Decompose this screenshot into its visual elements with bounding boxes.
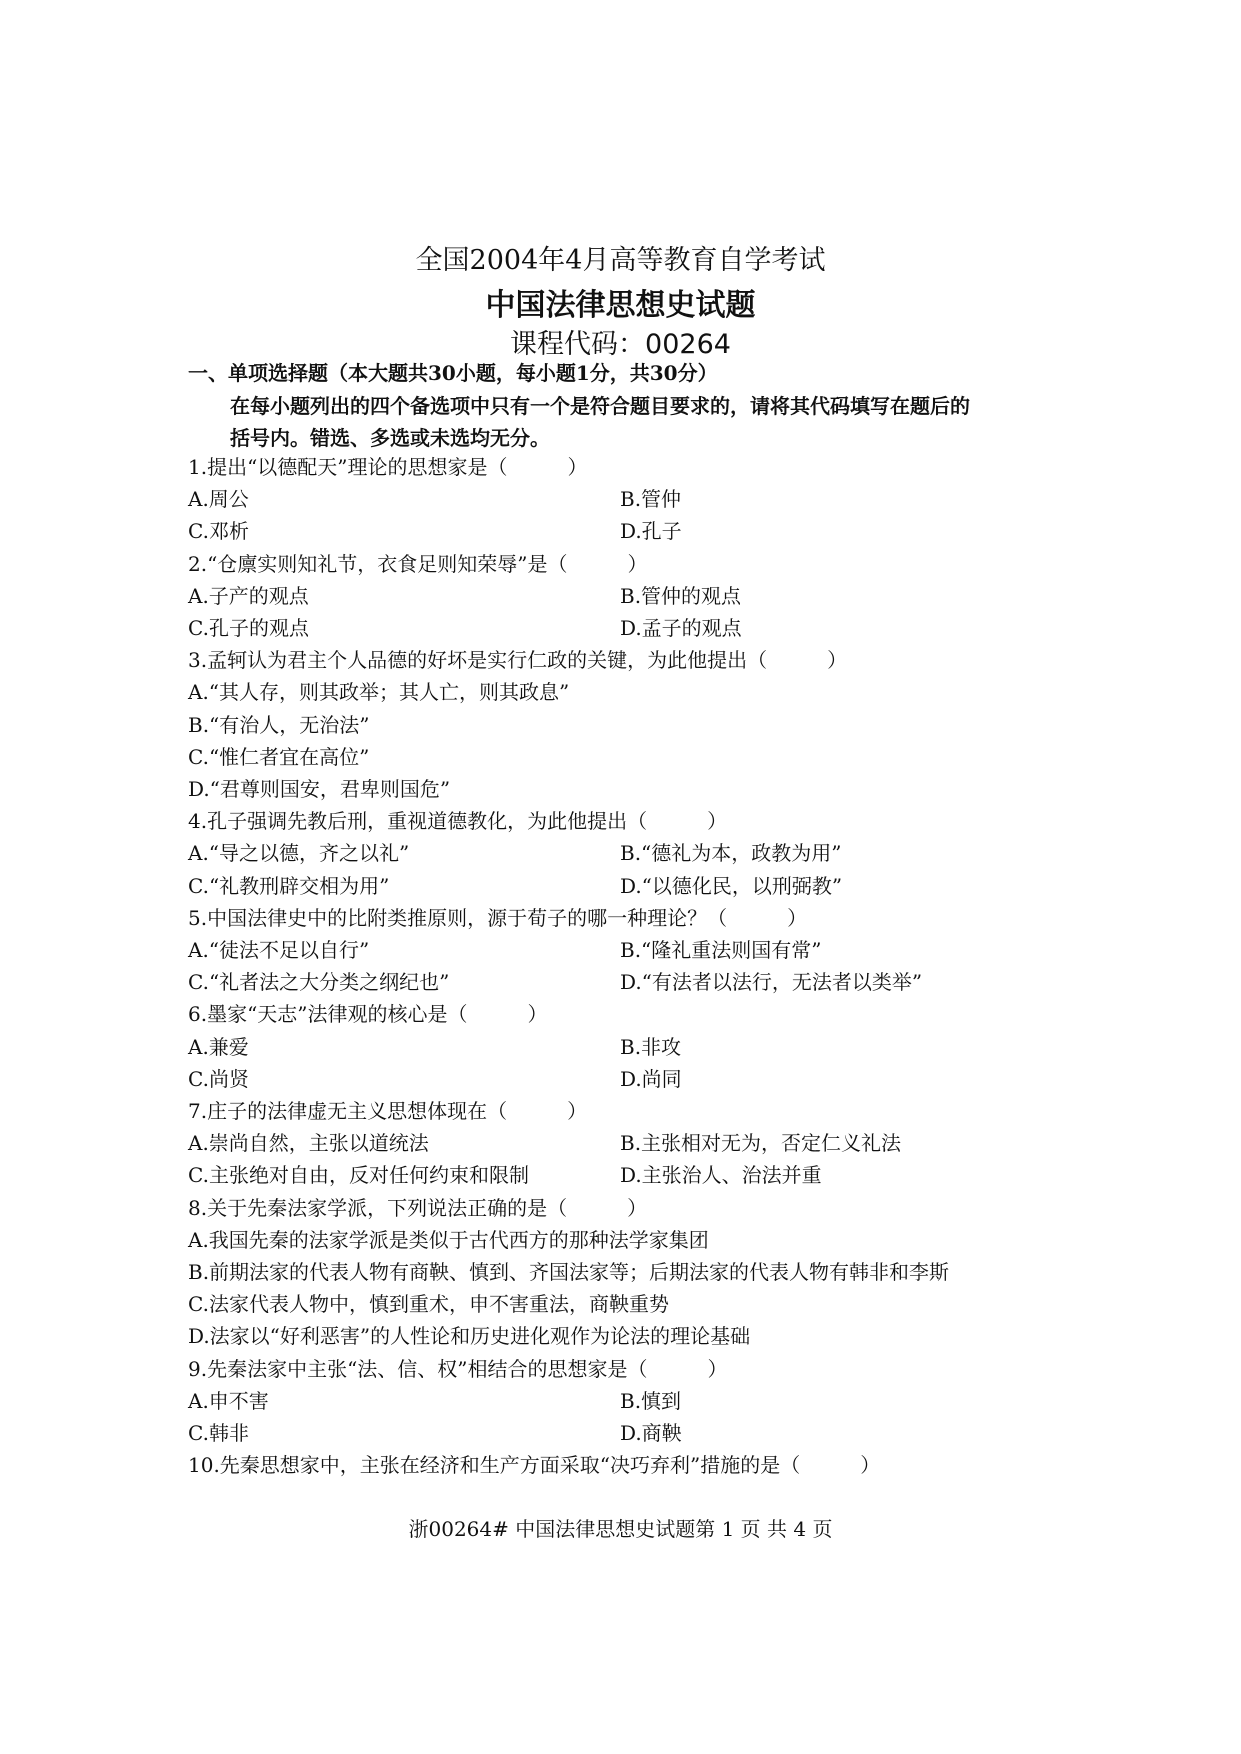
subject-title: 中国法律思想史试题 — [485, 288, 756, 323]
section-heading: 一、单项选择题（本大题共30小题，每小题1分，共30分） — [188, 361, 718, 385]
question-stem: 7.庄子的法律虚无主义思想体现在（ ） — [188, 1099, 588, 1123]
page-footer: 浙00264# 中国法律思想史试题第 1 页 共 4 页 — [408, 1517, 833, 1541]
question-option: A.申不害 — [188, 1388, 269, 1413]
question-stem: 5.中国法律史中的比附类推原则，源于荀子的哪一种理论？（ ） — [188, 905, 808, 930]
question-stem: 8.关于先秦法家学派，下列说法正确的是（ ） — [188, 1195, 648, 1220]
section-instruction-line: 括号内。错选、多选或未选均无分。 — [230, 426, 550, 450]
question-option: B.前期法家的代表人物有商鞅、慎到、齐国法家等；后期法家的代表人物有韩非和李斯 — [188, 1260, 950, 1284]
question-option: B.“隆礼重法则国有常” — [620, 938, 822, 962]
question-option: B.“德礼为本，政教为用” — [620, 841, 842, 866]
question-option: D.法家以“好利恶害”的人性论和历史进化观作为论法的理论基础 — [188, 1324, 751, 1349]
question-option: C.“惟仁者宜在高位” — [188, 744, 370, 769]
question-stem: 10.先秦思想家中，主张在经济和生产方面采取“决巧弃利”措施的是（ ） — [188, 1453, 881, 1478]
question-stem: 3.孟轲认为君主个人品德的好坏是实行仁政的关键，为此他提出（ ） — [188, 648, 848, 673]
question-stem: 9.先秦法家中主张“法、信、权”相结合的思想家是（ ） — [188, 1356, 728, 1381]
exam-title: 全国2004年4月高等教育自学考试 — [415, 245, 826, 276]
question-option: D.孔子 — [620, 519, 682, 544]
question-option: A.“其人存，则其政举；其人亡，则其政息” — [188, 680, 570, 705]
question-option: D.尚同 — [620, 1066, 682, 1091]
question-option: A.周公 — [188, 487, 249, 512]
course-code: 课程代码：00264 — [510, 329, 731, 360]
question-option: D.“君尊则国安，君卑则国危” — [188, 777, 451, 801]
question-stem: 6.墨家“天志”法律观的核心是（ ） — [188, 1002, 548, 1027]
question-option: B.管仲的观点 — [620, 583, 742, 608]
question-option: D.孟子的观点 — [620, 616, 742, 640]
question-option: A.子产的观点 — [188, 583, 309, 608]
question-option: B.主张相对无为，否定仁义礼法 — [620, 1131, 902, 1156]
section-instruction-line: 在每小题列出的四个备选项中只有一个是符合题目要求的，请将其代码填写在题后的 — [230, 394, 970, 418]
question-option: B.非攻 — [620, 1034, 682, 1059]
question-option: D.商鞅 — [620, 1421, 682, 1445]
question-stem: 1.提出“以德配天”理论的思想家是（ ） — [188, 455, 588, 479]
question-option: A.兼爱 — [188, 1034, 249, 1059]
question-option: B.慎到 — [620, 1388, 682, 1413]
question-option: C.孔子的观点 — [188, 616, 309, 640]
question-option: A.“徒法不足以自行” — [188, 938, 370, 962]
question-option: C.韩非 — [188, 1421, 249, 1445]
question-option: A.我国先秦的法家学派是类似于古代西方的那种法学家集团 — [188, 1227, 709, 1252]
question-option: D.“以德化民，以刑弼教” — [620, 873, 843, 898]
question-option: C.“礼者法之大分类之纲纪也” — [188, 970, 450, 995]
question-option: A.崇尚自然，主张以道统法 — [188, 1131, 429, 1156]
question-option: A.“导之以德，齐之以礼” — [188, 841, 410, 866]
question-option: C.法家代表人物中，慎到重术，申不害重法，商鞅重势 — [188, 1292, 669, 1317]
question-option: D.“有法者以法行，无法者以类举” — [620, 970, 923, 995]
question-stem: 2.“仓廪实则知礼节，衣食足则知荣辱”是（ ） — [188, 551, 648, 576]
question-stem: 4.孔子强调先教后刑，重视道德教化，为此他提出（ ） — [188, 809, 728, 834]
question-option: C.尚贤 — [188, 1066, 249, 1091]
question-option: C.主张绝对自由，反对任何约束和限制 — [188, 1163, 529, 1188]
question-option: D.主张治人、治法并重 — [620, 1163, 822, 1188]
question-option: B.“有治人，无治法” — [188, 712, 370, 737]
question-option: C.邓析 — [188, 519, 249, 544]
question-option: B.管仲 — [620, 487, 682, 512]
question-option: C.“礼教刑辟交相为用” — [188, 873, 390, 898]
